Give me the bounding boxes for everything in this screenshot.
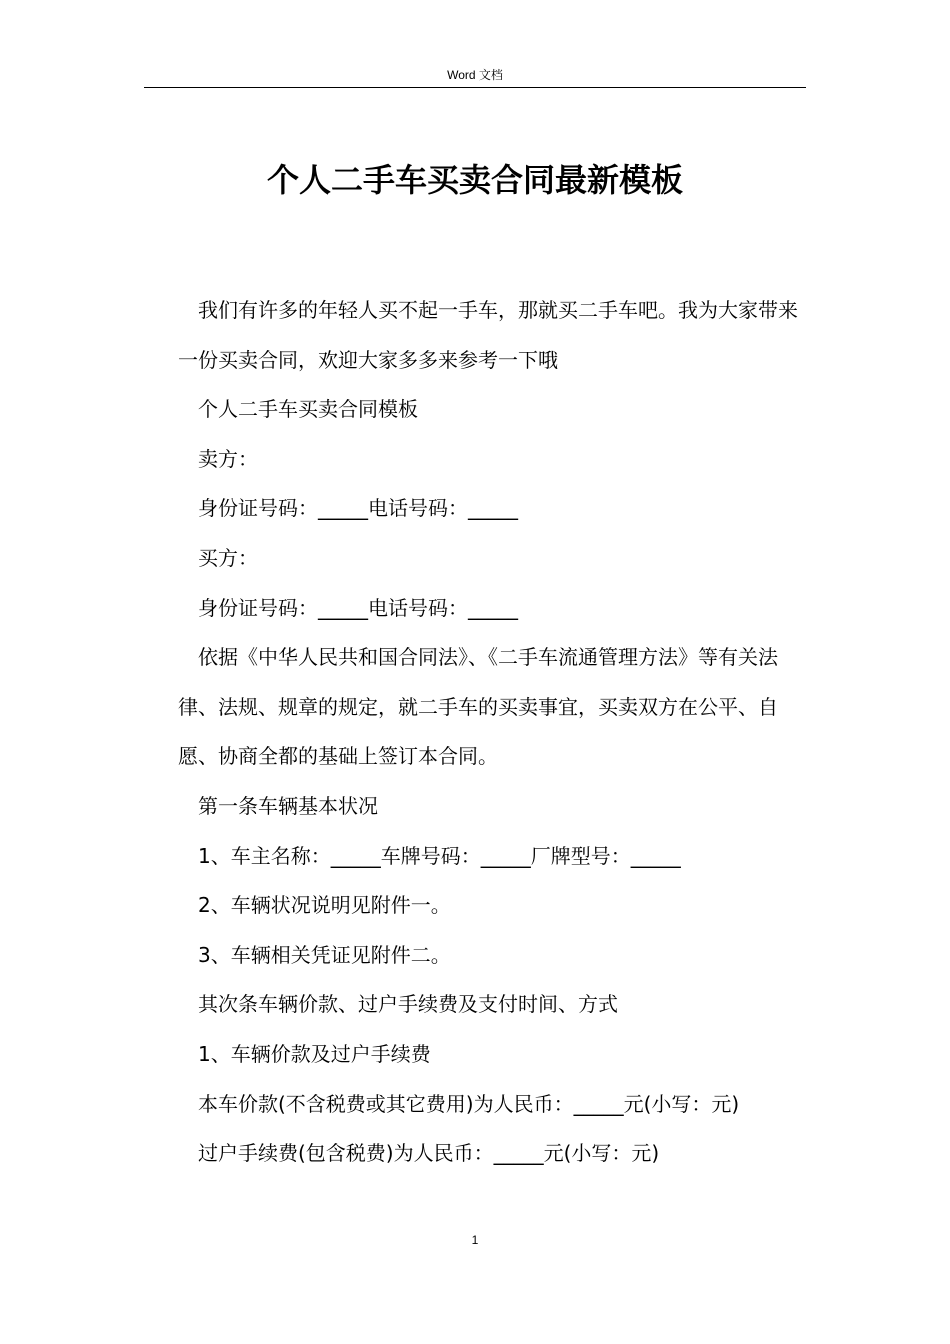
intro-paragraph: 我们有许多的年轻人买不起一手车，那就买二手车吧。我为大家带来一份买卖合同，欢迎大家多多来参考一下哦 [178,298,798,372]
buyer-id-phone-line: 身份证号码：_____电话号码：_____ [198,595,518,620]
page-number: 1 [471,1233,479,1247]
vehicle-condition-line: 2、车辆状况说明见附件一。 [198,893,451,918]
price-fee-heading: 1、车辆价款及过户手续费 [198,1041,431,1066]
article-one-heading: 第一条车辆基本状况 [198,793,378,818]
page-header-label: Word 文档 [447,68,503,82]
legal-basis-paragraph: 依据《中华人民共和国合同法》、《二手车流通管理方法》等有关法律、法规、规章的规定，就二手车的买卖事宜，买卖双方在公平、自愿、协商全都的基础上签订本合同。 [178,645,778,769]
vehicle-documents-line: 3、车辆相关凭证见附件二。 [198,942,451,967]
seller-label: 卖方： [198,446,258,471]
buyer-label: 买方： [198,545,258,570]
header-divider [144,87,806,88]
contract-subtitle: 个人二手车买卖合同模板 [198,397,418,422]
seller-id-phone-line: 身份证号码：_____电话号码：_____ [198,496,518,521]
article-two-heading: 其次条车辆价款、过户手续费及支付时间、方式 [198,992,618,1017]
transfer-fee-line: 过户手续费(包含税费)为人民币：_____元(小写：元) [198,1141,660,1166]
vehicle-info-line: 1、车主名称：_____车牌号码：_____厂牌型号：_____ [198,843,681,868]
vehicle-price-line: 本车价款(不含税费或其它费用)为人民币：_____元(小写：元) [198,1091,740,1116]
document-title: 个人二手车买卖合同最新模板 [266,161,683,199]
document-body [178,286,808,1179]
